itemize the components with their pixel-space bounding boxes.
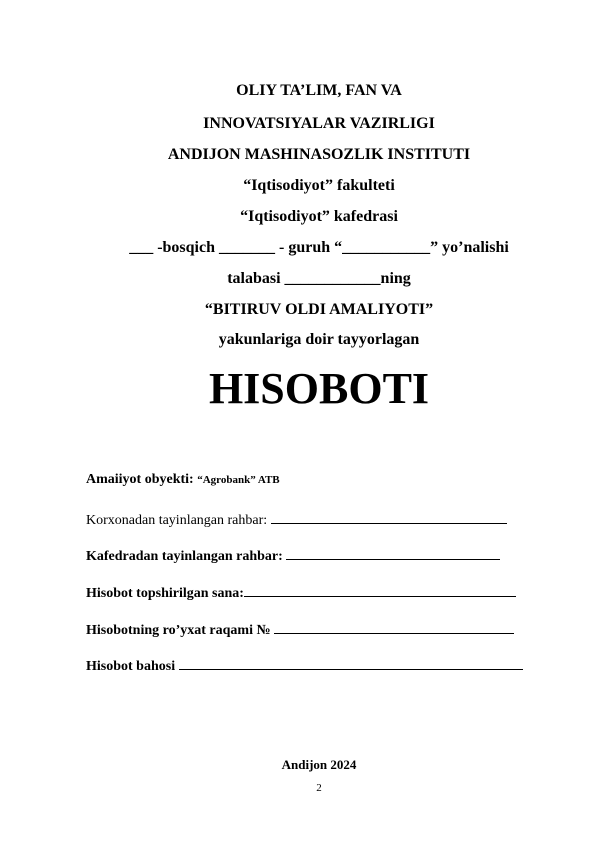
student-line: talabasi ____________ning — [227, 270, 411, 287]
object-label: Amaiiyot obyekti: — [86, 472, 194, 487]
department-supervisor-field — [86, 547, 500, 565]
course-group-line: ___ -bosqich _______ - guruh “___________” yo’nalishi — [129, 239, 509, 256]
company-supervisor-field — [86, 511, 507, 529]
department-supervisor-label: Kafedradan tayinlangan rahbar: — [86, 549, 283, 564]
submission-date-line — [244, 584, 516, 597]
submission-date-field — [86, 584, 516, 602]
ministry-line-2: INNOVATSIYALAR VAZIRLIGI — [203, 115, 435, 132]
department-name: “Iqtisodiyot” kafedrasi — [240, 208, 398, 225]
submission-date-label: Hisobot topshirilgan sana: — [86, 586, 244, 601]
company-supervisor-label: Korxonadan tayinlangan rahbar: — [86, 513, 268, 528]
report-title: HISOBOTI — [208, 364, 430, 413]
institute-name: ANDIJON MASHINASOZLIK INSTITUTI — [167, 146, 471, 163]
city-year: Andijon 2024 — [281, 757, 357, 772]
faculty-name: “Iqtisodiyot” fakulteti — [243, 177, 395, 194]
department-supervisor-line — [286, 547, 500, 560]
report-subtitle: yakunlariga doir tayyorlagan — [218, 331, 420, 348]
ministry-line-1: OLIY TA’LIM, FAN VA — [236, 82, 402, 99]
grade-label: Hisobot bahosi — [86, 659, 176, 674]
registry-number-label: Hisobotning ro’yxat raqami № — [86, 623, 271, 638]
practice-title: “BITIRUV OLDI AMALIYOTI” — [204, 301, 434, 318]
registry-number-line — [274, 621, 514, 634]
grade-field — [86, 657, 523, 675]
company-supervisor-line — [271, 511, 507, 524]
object-field — [86, 472, 280, 488]
object-value: “Agrobank” ATB — [197, 474, 280, 486]
grade-line — [179, 657, 523, 670]
registry-number-field — [86, 621, 514, 639]
page-number: 2 — [316, 782, 322, 794]
